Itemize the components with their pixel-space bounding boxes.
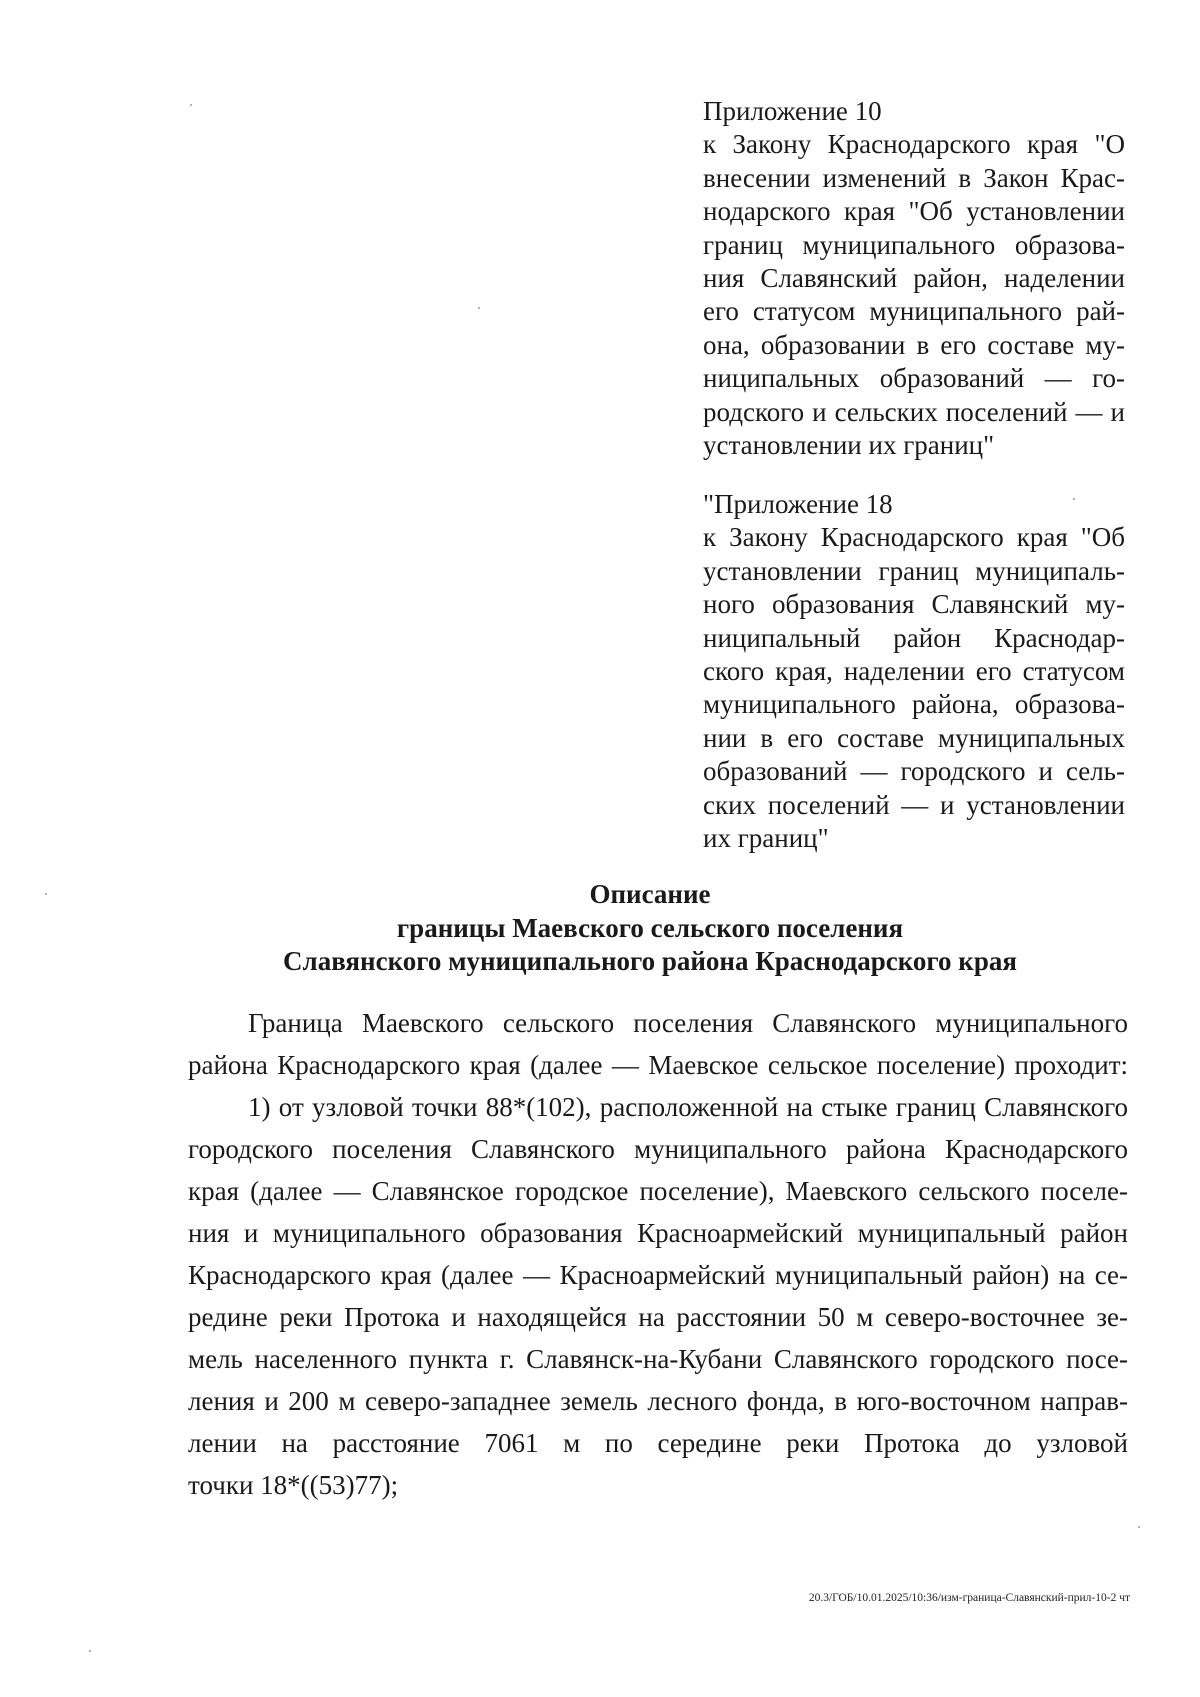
body-line: края (далее — Славянское городское поселение), Маевского сельского поселе-	[188, 1176, 1128, 1206]
appendix-18-line: муниципального района, образова-	[703, 689, 1125, 720]
body-line: лении на расстояние 7061 м по середине реки Протока до узловой	[188, 1428, 1128, 1458]
appendix-18-line: их границ"	[703, 823, 829, 854]
appendix-10-line: нодарского края "Об установлении	[703, 196, 1125, 227]
appendix-18-line: ских поселений — и установлении	[703, 789, 1125, 820]
appendix-10-line: ниципальных образований — го-	[703, 363, 1125, 394]
appendix-10-line: его статусом муниципального рай-	[703, 296, 1125, 327]
scan-speck	[478, 307, 480, 309]
scan-speck	[45, 893, 47, 895]
body-line: ния и муниципального образования Красноармейский муниципальный район	[188, 1218, 1128, 1248]
appendix-18-line: "Приложение 18	[703, 489, 893, 519]
body-line: городского поселения Славянского муниципального района Краснодарского	[188, 1134, 1128, 1164]
body-line: Граница Маевского сельского поселения Славянского муниципального	[248, 1008, 1128, 1038]
appendix-10-line: она, образовании в его составе му-	[703, 329, 1125, 360]
scan-speck	[1138, 1526, 1140, 1528]
body-text	[188, 1002, 1128, 1506]
appendix-10-line: границ муниципального образова-	[703, 229, 1125, 260]
appendix-18-line: образований — городского и сель-	[703, 756, 1125, 787]
appendix-10-line: внесении изменений в Закон Крас-	[703, 162, 1125, 193]
body-line: точки 18*((53)77);	[188, 1470, 399, 1500]
title-line: Описание	[589, 879, 711, 909]
appendix-18-line: ского края, наделении его статусом	[703, 656, 1125, 687]
appendix-10-line: установлении их границ"	[703, 430, 995, 461]
appendix-10-line: ния Славянский район, наделении	[703, 263, 1125, 294]
body-line: редине реки Протока и находящейся на расстоянии 50 м северо-восточнее зе-	[188, 1302, 1128, 1332]
body-line: ления и 200 м северо-западнее земель лесного фонда, в юго-восточном направ-	[188, 1386, 1128, 1416]
appendix-10-line: Приложение 10	[703, 96, 882, 126]
appendix-18-line: к Закону Краснодарского края "Об	[703, 522, 1125, 553]
document-code-footer: 20.3/ГОБ/10.01.2025/10:36/изм-граница-Славянский-прил-10-2 чт	[808, 1592, 1130, 1604]
appendix-18-line: ного образования Славянский му-	[703, 589, 1125, 620]
document-title	[0, 878, 1200, 979]
body-line: мель населенного пункта г. Славянск-на-Кубани Славянского городского посе-	[188, 1344, 1128, 1374]
appendix-18-line: ниципальный район Краснодар-	[703, 622, 1125, 653]
scan-speck	[1073, 498, 1075, 500]
body-line: района Краснодарского края (далее — Маевское сельское поселение) проходит:	[188, 1050, 1128, 1080]
scan-speck	[89, 1650, 91, 1652]
appendix-18-line: установлении границ муниципаль-	[703, 555, 1125, 586]
title-line: границы Маевского сельского поселения	[396, 912, 904, 943]
appendix-10-header	[703, 95, 1125, 462]
appendix-18-line: нии в его составе муниципальных	[703, 722, 1125, 753]
scan-speck	[190, 104, 192, 106]
body-line: Краснодарского края (далее — Красноармейский муниципальный район) на се-	[188, 1260, 1128, 1290]
appendix-10-line: родского и сельских поселений — и	[703, 396, 1125, 427]
body-line: 1) от узловой точки 88*(102), расположенной на стыке границ Славянского	[248, 1092, 1128, 1122]
title-line: Славянского муниципального района Краснодарского края	[283, 946, 1017, 976]
appendix-10-line: к Закону Краснодарского края "О	[703, 129, 1125, 160]
appendix-18-header	[703, 488, 1125, 855]
